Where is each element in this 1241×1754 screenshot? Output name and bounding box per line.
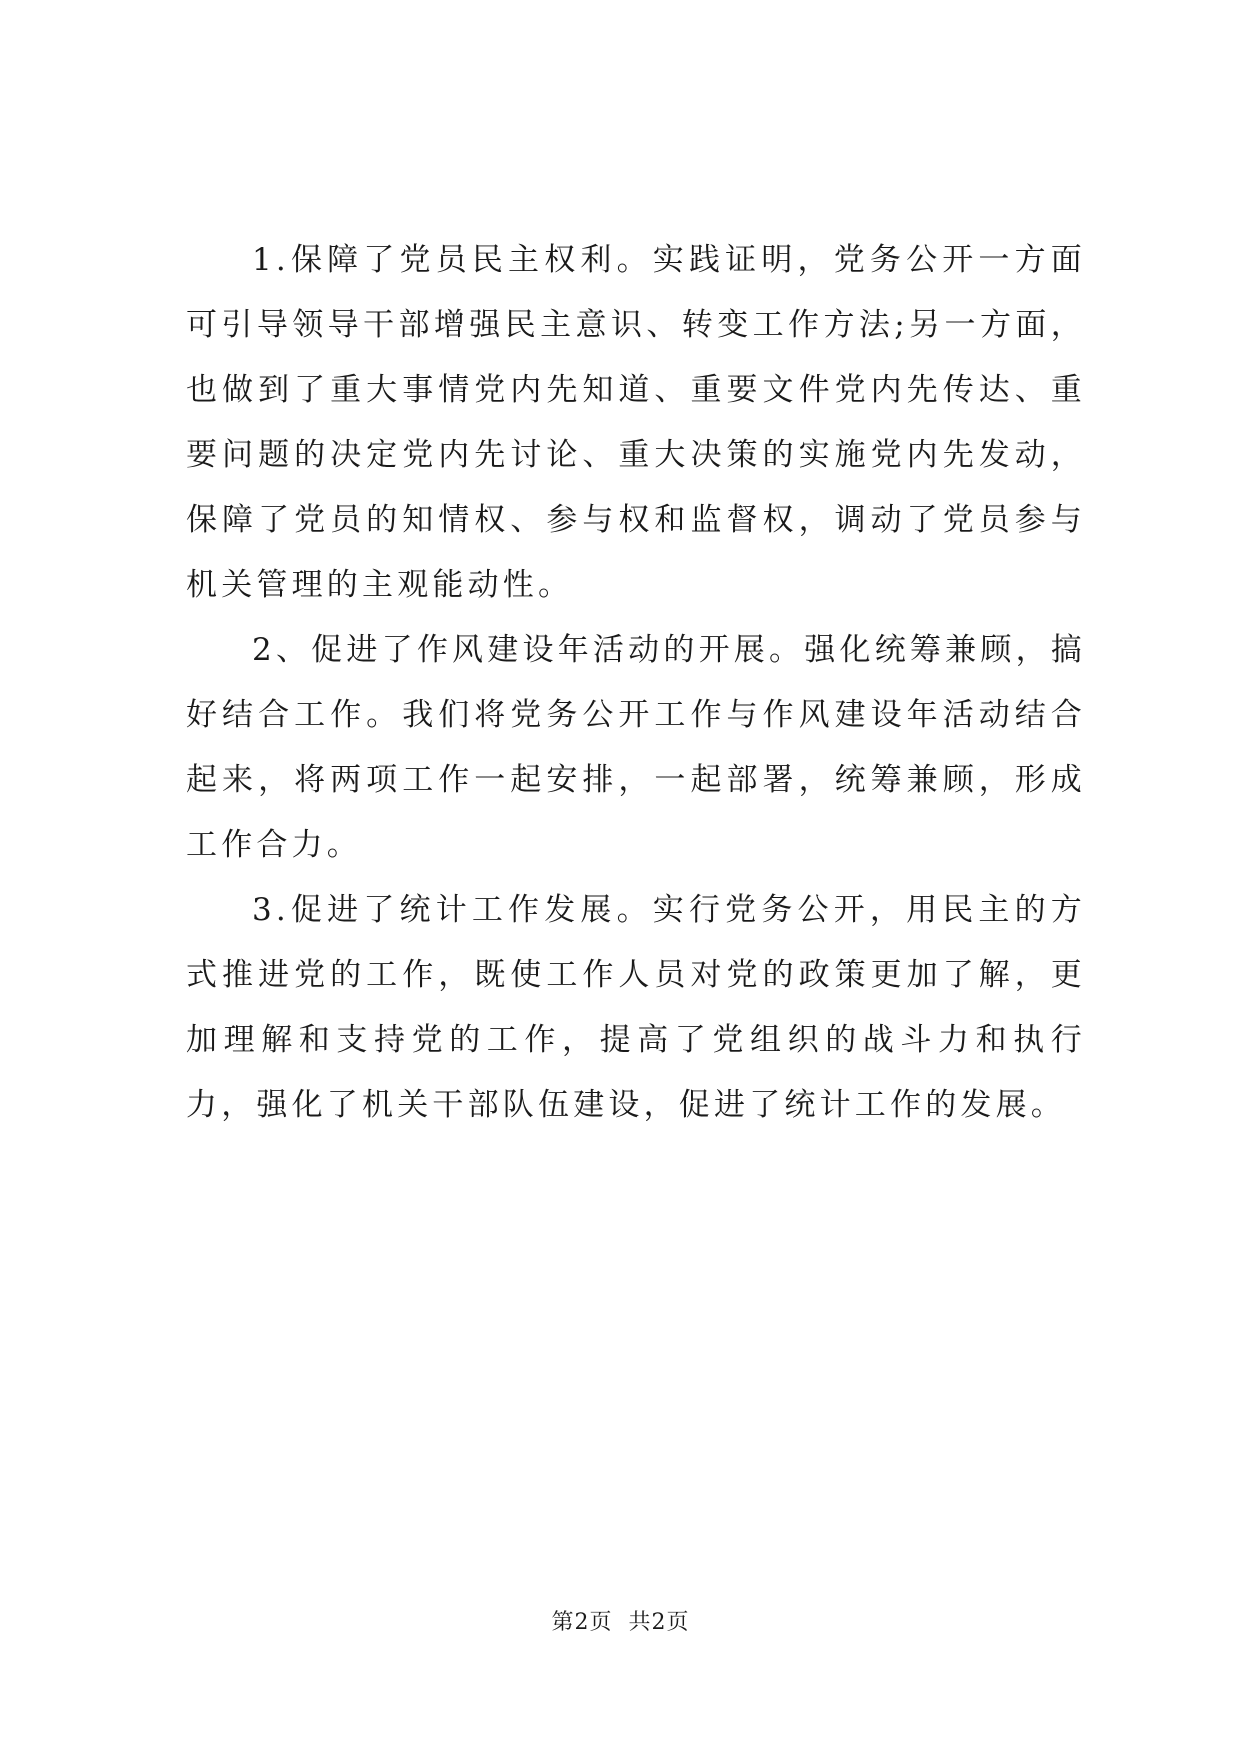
paragraph-1: 1.保障了党员民主权利。实践证明，党务公开一方面可引导领导干部增强民主意识、转变工作方法;另一方面，也做到了重大事情党内先知道、重要文件党内先传达、重要问题的决定党内先讨论、重大决策的实施党内先发动，保障了党员的知情权、参与权和监督权，调动了党员参与机关管理的主观能动性。 [186, 242, 1086, 603]
paragraph-3: 3.促进了统计工作发展。实行党务公开，用民主的方式推进党的工作，既使工作人员对党的政策更加了解，更加理解和支持党的工作，提高了党组织的战斗力和执行力，强化了机关干部队伍建设，促进了统计工作的发展。 [186, 892, 1086, 1123]
document-body [186, 228, 1086, 1138]
page-number-total: 共2页 [628, 1610, 690, 1635]
page-number-current: 第2页 [551, 1610, 613, 1635]
page-footer [0, 1605, 1241, 1636]
paragraph-2: 2、促进了作风建设年活动的开展。强化统筹兼顾，搞好结合工作。我们将党务公开工作与作风建设年活动结合起来，将两项工作一起安排，一起部署，统筹兼顾，形成工作合力。 [186, 632, 1086, 863]
